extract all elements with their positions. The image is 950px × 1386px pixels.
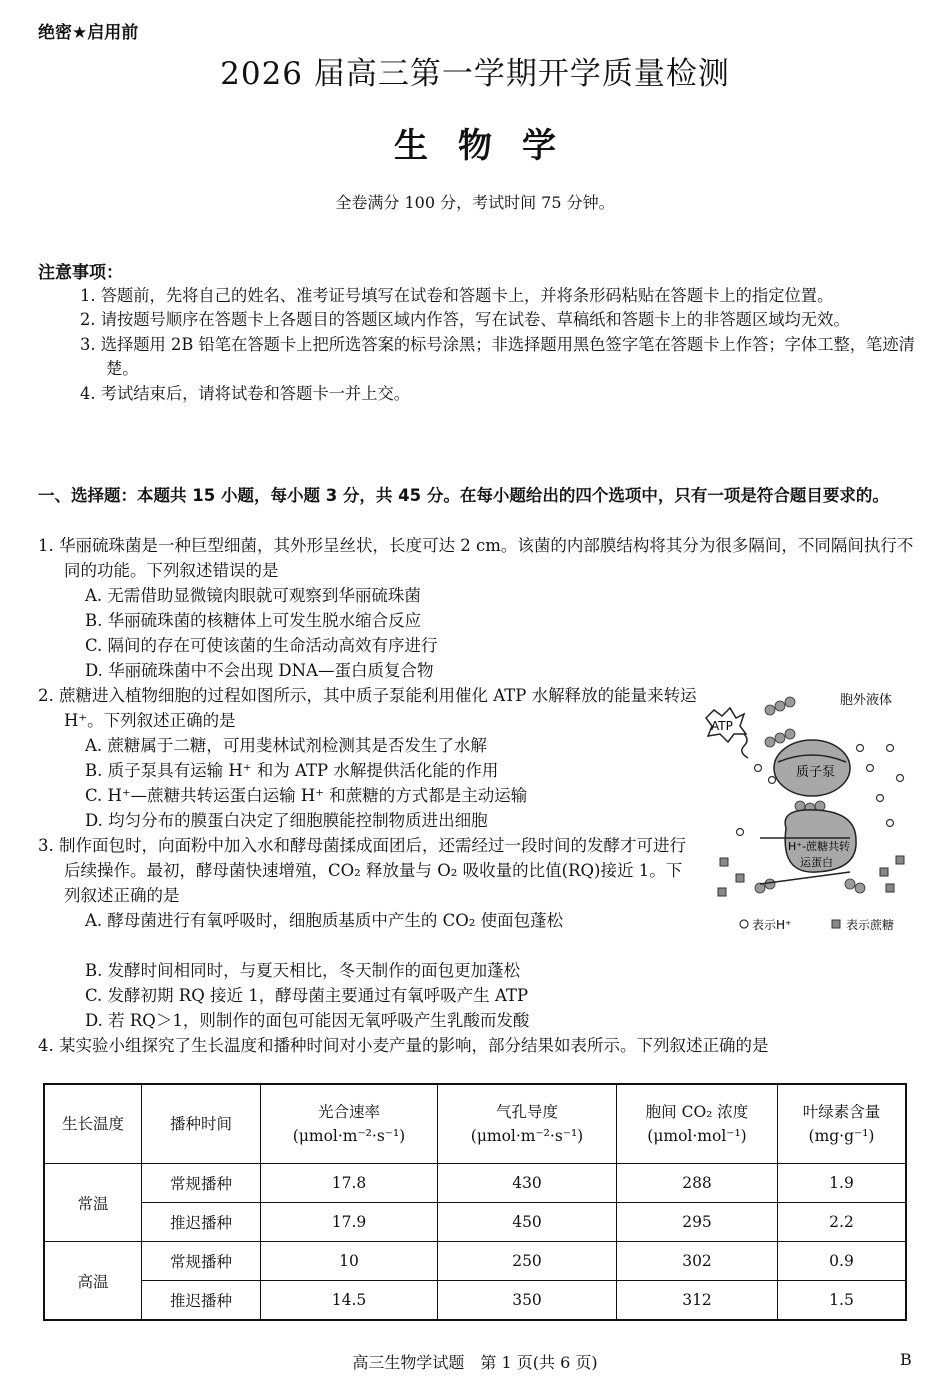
option-b: B. 发酵时间相同时，与夏天相比，冬天制作的面包更加蓬松	[85, 961, 521, 980]
table-cell: 288	[617, 1164, 778, 1203]
option-a: A. 酵母菌进行有氧呼吸时，细胞质基质中产生的 CO₂ 使面包蓬松	[85, 911, 564, 930]
table-cell: 450	[438, 1203, 617, 1242]
cotransporter-label-1: H⁺-蔗糖共转	[788, 840, 851, 853]
exam-meta: 全卷满分 100 分，考试时间 75 分钟。	[335, 193, 615, 212]
note-item: 2. 请按题号顺序在答题卡上各题目的答题区域内作答，写在试卷、草稿纸和答题卡上的非答题区域均无效。	[80, 310, 850, 330]
note-item: 4. 考试结束后，请将试卷和答题卡一并上交。	[80, 383, 411, 403]
option-b: B. 华丽硫珠菌的核糖体上可发生脱水缩合反应	[85, 611, 422, 630]
pump-label: 质子泵	[796, 765, 836, 780]
secret-mark: 绝密★启用前	[38, 23, 139, 43]
table-row	[44, 1242, 906, 1281]
atp-label: ATP	[711, 719, 733, 733]
question-stem: 4. 某实验小组探究了生长温度和播种时间对小麦产量的影响，部分结果如表所示。下列叙述正确的是	[38, 1036, 769, 1055]
table-cell: 推迟播种	[142, 1281, 261, 1321]
legend-sucrose-label: 表示蔗糖	[846, 918, 895, 932]
header-cell: 胞间 CO₂ 浓度 (μmol·mol⁻¹)	[617, 1084, 778, 1164]
table-cell: 常规播种	[142, 1164, 261, 1203]
question-1	[38, 533, 918, 683]
notes-heading: 注意事项：	[38, 263, 123, 283]
legend-sucrose-icon	[832, 920, 840, 928]
subject-title: 生物学	[394, 126, 586, 166]
question-stem: 2. 蔗糖进入植物细胞的过程如图所示，其中质子泵能利用催化 ATP 水解释放的能量来转运 H⁺。下列叙述正确的是	[38, 686, 697, 730]
table-cell: 312	[617, 1281, 778, 1321]
header-cell: 播种时间	[142, 1084, 261, 1164]
header-cell: 气孔导度 (μmol·m⁻²·s⁻¹)	[438, 1084, 617, 1164]
header-cell: 叶绿素含量 (mg·g⁻¹)	[778, 1084, 907, 1164]
header-cell: 光合速率 (μmol·m⁻²·s⁻¹)	[261, 1084, 438, 1164]
table-cell: 1.5	[778, 1281, 907, 1321]
table-cell: 295	[617, 1203, 778, 1242]
table-cell: 430	[438, 1164, 617, 1203]
option-d: D. 华丽硫珠菌中不会出现 DNA—蛋白质复合物	[85, 661, 434, 680]
outside-label: 胞外液体	[840, 693, 893, 708]
notes-list	[80, 284, 920, 406]
legend-h-label: 表示H⁺	[752, 918, 792, 932]
table-header-row	[44, 1084, 906, 1164]
question-2	[38, 683, 698, 833]
table-cell: 常规播种	[142, 1242, 261, 1281]
page-footer: 高三生物学试题 第 1 页(共 6 页)	[352, 1353, 598, 1372]
table-cell: 2.2	[778, 1203, 907, 1242]
note-item: 3. 选择题用 2B 铅笔在答题卡上把所选答案的标号涂黑；非选择题用黑色签字笔在答题卡上作答；字体工整，笔迹清楚。	[80, 334, 915, 379]
energy-arrow-icon	[742, 734, 748, 758]
table-cell: 302	[617, 1242, 778, 1281]
table-cell: 350	[438, 1281, 617, 1321]
legend-h-icon	[740, 920, 748, 928]
table-cell: 0.9	[778, 1242, 907, 1281]
table-cell: 17.8	[261, 1164, 438, 1203]
cotransporter-label-2: 运蛋白	[800, 856, 833, 869]
option-a: A. 蔗糖属于二糖，可用斐林试剂检测其是否发生了水解	[85, 736, 487, 755]
option-b: B. 质子泵具有运输 H⁺ 和为 ATP 水解提供活化能的作用	[85, 761, 499, 780]
exam-title: 2026 届高三第一学期开学质量检测	[220, 56, 730, 92]
data-table	[43, 1083, 907, 1321]
note-item: 1. 答题前，先将自己的姓名、准考证号填写在试卷和答题卡上，并将条形码粘贴在答题卡上的指定位置。	[80, 286, 834, 305]
question-4	[38, 1033, 918, 1058]
question-3	[38, 833, 698, 933]
paper-version: B	[900, 1350, 912, 1369]
membrane-transport-figure	[700, 688, 916, 933]
question-3-options	[38, 958, 918, 1033]
section-heading: 一、选择题：本题共 15 小题，每小题 3 分，共 45 分。在每小题给出的四个选项中，只有一项是符合题目要求的。	[38, 486, 889, 505]
question-stem: 3. 制作面包时，向面粉中加入水和酵母菌揉成面团后，还需经过一段时间的发酵才可进行后续操作。最初，酵母菌快速增殖，CO₂ 释放量与 O₂ 吸收量的比值(RQ)接近 1。下列叙述正确的是	[38, 836, 686, 905]
header-cell: 生长温度	[44, 1084, 142, 1164]
table-row	[44, 1164, 906, 1203]
table-cell: 1.9	[778, 1164, 907, 1203]
table-row	[44, 1203, 906, 1242]
group-cell: 高温	[44, 1242, 142, 1321]
sucrose-flow-arrow-icon	[760, 872, 850, 884]
option-a: A. 无需借助显微镜肉眼就可观察到华丽硫珠菌	[85, 586, 421, 605]
option-d: D. 均匀分布的膜蛋白决定了细胞膜能控制物质进出细胞	[85, 811, 488, 830]
option-d: D. 若 RQ＞1，则制作的面包可能因无氧呼吸产生乳酸而发酸	[85, 1011, 530, 1030]
option-c: C. 发酵初期 RQ 接近 1，酵母菌主要通过有氧呼吸产生 ATP	[85, 986, 529, 1005]
table-cell: 10	[261, 1242, 438, 1281]
table-cell: 17.9	[261, 1203, 438, 1242]
option-c: C. 隔间的存在可使该菌的生命活动高效有序进行	[85, 636, 438, 655]
table-cell: 推迟播种	[142, 1203, 261, 1242]
table-cell: 250	[438, 1242, 617, 1281]
group-cell: 常温	[44, 1164, 142, 1242]
option-c: C. H⁺—蔗糖共转运蛋白运输 H⁺ 和蔗糖的方式都是主动运输	[85, 786, 528, 805]
table-cell: 14.5	[261, 1281, 438, 1321]
question-stem: 1. 华丽硫珠菌是一种巨型细菌，其外形呈丝状，长度可达 2 cm。该菌的内部膜结构将其分为很多隔间，不同隔间执行不同的功能。下列叙述错误的是	[38, 536, 914, 580]
table-row	[44, 1281, 906, 1321]
